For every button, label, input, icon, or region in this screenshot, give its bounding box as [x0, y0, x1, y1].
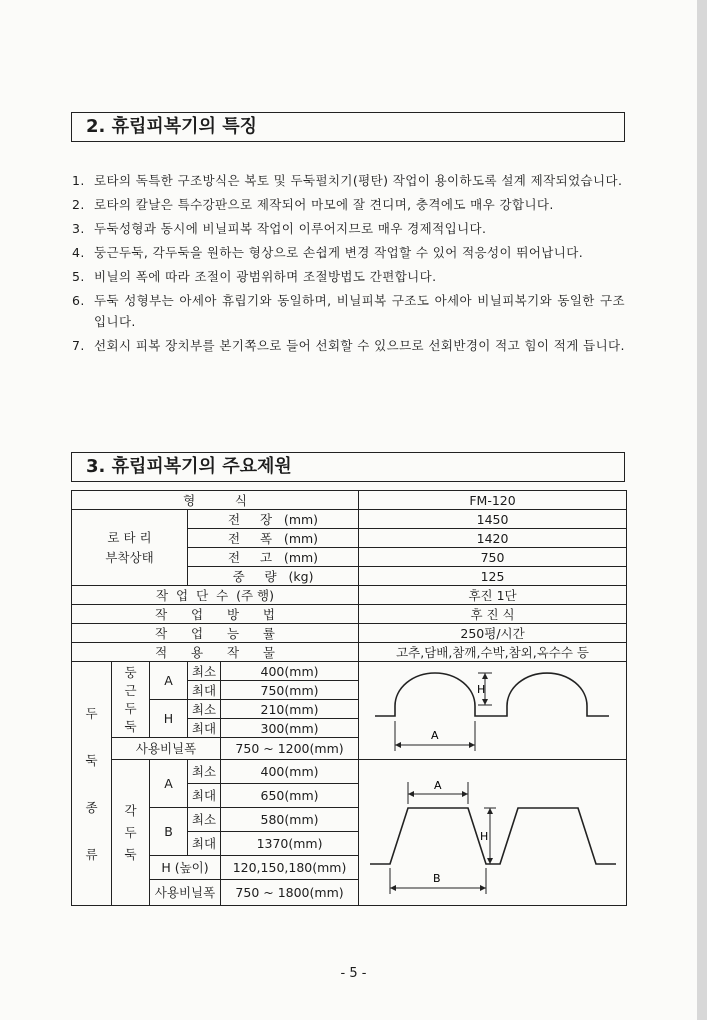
square-ridge-svg	[368, 768, 618, 898]
round-h-label: H	[150, 700, 188, 738]
spec-value: 125	[359, 567, 627, 586]
feature-item: 3. 두둑성형과 동시에 비닐피복 작업이 이루어지므로 매우 경제적입니다.	[72, 221, 487, 236]
spec-label: 작 업 방 법	[72, 605, 359, 624]
spec-value: 120,150,180(mm)	[221, 856, 359, 880]
round-ridge-diagram	[359, 662, 627, 760]
table-row	[72, 760, 627, 784]
spec-label: 전 장 (mm)	[188, 510, 359, 529]
spec-label: 적 용 작 물	[72, 643, 359, 662]
min-label: 최소	[188, 700, 221, 719]
max-label: 최대	[188, 784, 221, 808]
feature-item: 2. 로타의 칼날은 특수강판으로 제작되어 마모에 잘 견디며, 충격에도 매우 강합니다.	[72, 197, 554, 212]
spec-value: 250평/시간	[359, 624, 627, 643]
feature-item: 7. 선회시 피복 장치부를 본기쪽으로 들어 선회할 수 있으므로 선회반경이 적고 힘이 적게 듭니다.	[72, 338, 625, 353]
table-row	[72, 586, 627, 605]
table-row	[72, 605, 627, 624]
spec-value: 750 ~ 1800(mm)	[221, 880, 359, 906]
feature-item: 1. 로타의 독특한 구조방식은 복토 및 두둑펄치기(평탄) 작업이 용이하도록 설계 제작되었습니다.	[72, 173, 623, 188]
spec-value: 1450	[359, 510, 627, 529]
spec-value: 650(mm)	[221, 784, 359, 808]
max-label: 최대	[188, 832, 221, 856]
min-label: 최소	[188, 808, 221, 832]
feature-list	[72, 170, 625, 359]
spec-value: 580(mm)	[221, 808, 359, 832]
spec-value: 후 진 식	[359, 605, 627, 624]
rotary-group-label: 로 타 리 부착상태	[72, 510, 188, 586]
spec-label: 작 업 단 수 (주 행)	[72, 586, 359, 605]
spec-value: 750(mm)	[221, 681, 359, 700]
min-label: 최소	[188, 760, 221, 784]
spec-value: 1370(mm)	[221, 832, 359, 856]
section-2-title: 2. 휴립피복기의 특징	[71, 112, 625, 142]
square-a-dim: A	[433, 778, 442, 792]
spec-table	[71, 490, 627, 906]
round-ridge-svg	[373, 663, 613, 759]
spec-value: 후진 1단	[359, 586, 627, 605]
square-ridge-diagram	[359, 760, 627, 906]
page-number: - 5 -	[340, 966, 367, 981]
max-label: 최대	[188, 681, 221, 700]
spec-value: 400(mm)	[221, 662, 359, 681]
square-a-label: A	[150, 760, 188, 808]
page-edge-shadow	[697, 0, 707, 1020]
spec-value: 750 ~ 1200(mm)	[221, 738, 359, 760]
feature-item: 4. 둥근두둑, 각두둑을 원하는 형상으로 손쉽게 변경 작업할 수 있어 적응성이 뛰어납니다.	[72, 245, 584, 260]
model-label: 형 식	[72, 491, 359, 510]
spec-label: 작 업 능 률	[72, 624, 359, 643]
spec-label: 중 량 (kg)	[188, 567, 359, 586]
table-row	[72, 491, 627, 510]
model-value: FM-120	[359, 491, 627, 510]
spec-value: 1420	[359, 529, 627, 548]
round-a-label: A	[150, 662, 188, 700]
spec-value: 400(mm)	[221, 760, 359, 784]
table-row	[72, 510, 627, 529]
table-row	[72, 643, 627, 662]
square-b-dim: B	[432, 871, 441, 885]
vinyl-width-label: 사용비닐폭	[150, 880, 221, 906]
round-a-dim: A	[430, 728, 439, 742]
spec-value: 고추,담배,참깨,수박,참외,옥수수 등	[359, 643, 627, 662]
spec-value: 750	[359, 548, 627, 567]
height-label: H (높이)	[150, 856, 221, 880]
vinyl-width-label: 사용비닐폭	[112, 738, 221, 760]
feature-item: 5. 비닐의 폭에 따라 조절이 광범위하며 조절방법도 간편합니다.	[72, 269, 437, 284]
round-ridge-label: 둥 근 두 둑	[112, 662, 150, 738]
square-ridge-label: 각 두 둑	[112, 760, 150, 906]
spec-value: 210(mm)	[221, 700, 359, 719]
min-label: 최소	[188, 662, 221, 681]
square-h-dim: H	[479, 829, 488, 843]
square-b-label: B	[150, 808, 188, 856]
section-3-title: 3. 휴립피복기의 주요제원	[71, 452, 625, 482]
feature-item: 6. 두둑 성형부는 아세아 휴립기와 동일하며, 비닐피복 구조도 아세아 비닐피복기와 동일한 구조입니다.	[72, 293, 625, 329]
spec-value: 300(mm)	[221, 719, 359, 738]
spec-label: 전 고 (mm)	[188, 548, 359, 567]
ridge-type-label: 두 둑 종 류	[72, 662, 112, 906]
max-label: 최대	[188, 719, 221, 738]
table-row	[72, 624, 627, 643]
spec-label: 전 폭 (mm)	[188, 529, 359, 548]
table-row	[72, 662, 627, 681]
round-h-dim: H	[476, 682, 485, 696]
